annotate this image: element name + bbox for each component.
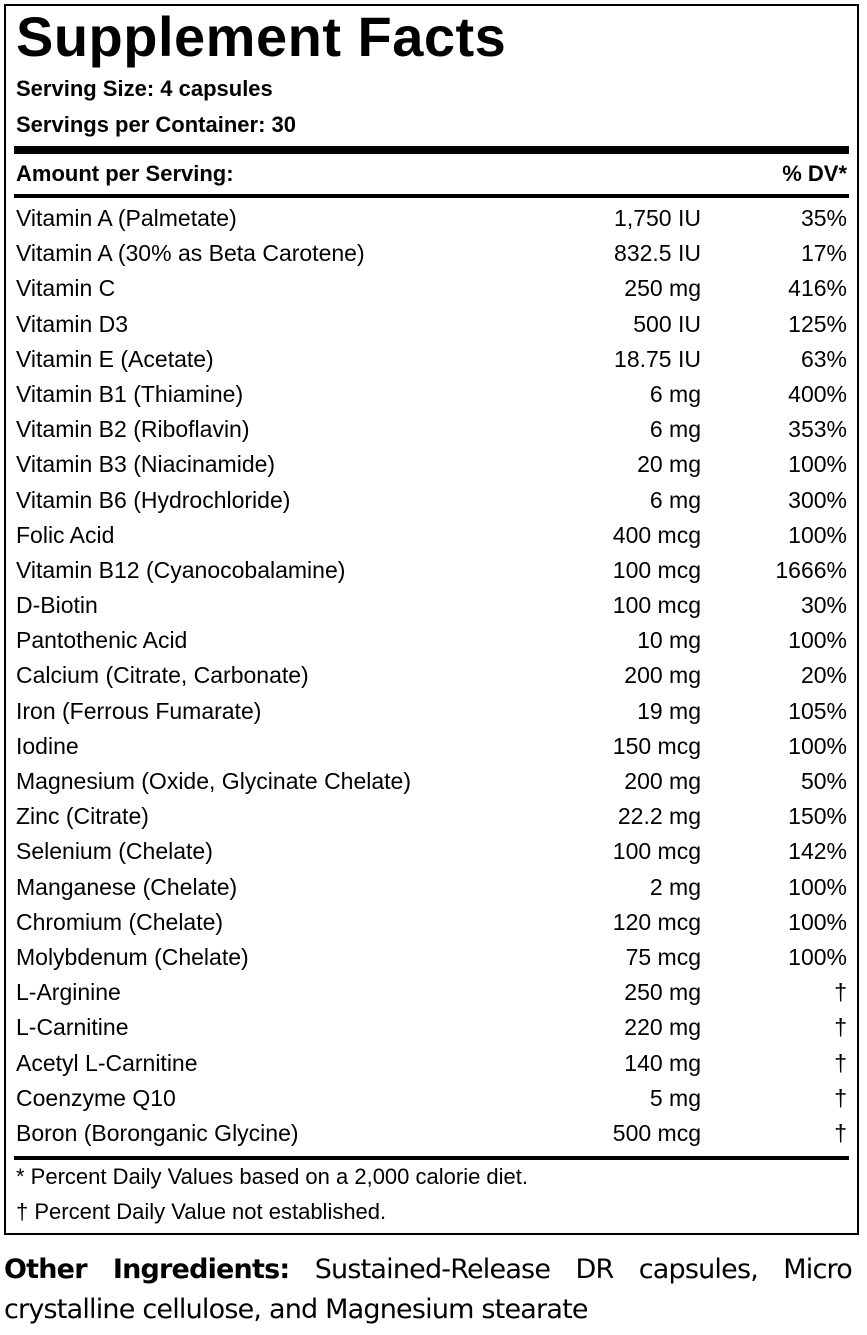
table-row bbox=[16, 553, 847, 588]
nutrient-name: Boron (Boronganic Glycine) bbox=[16, 1119, 299, 1146]
table-row bbox=[16, 1081, 847, 1116]
nutrient-amount: 6 mg bbox=[649, 380, 701, 407]
nutrient-name: Pantothenic Acid bbox=[16, 627, 188, 654]
other-ingredients-label: Other Ingredients: bbox=[4, 1254, 290, 1285]
nutrient-amount: 200 mg bbox=[624, 768, 701, 794]
header-divider bbox=[14, 194, 849, 198]
nutrient-name: Vitamin B1 (Thiamine) bbox=[16, 380, 244, 407]
nutrient-dv: 100% bbox=[788, 451, 847, 478]
nutrient-dv: † bbox=[834, 1084, 847, 1111]
table-row bbox=[16, 623, 847, 658]
table-header bbox=[16, 159, 847, 191]
panel-title: Supplement Facts bbox=[16, 5, 507, 68]
thick-divider bbox=[14, 146, 849, 154]
nutrient-dv: 100% bbox=[788, 732, 847, 759]
nutrient-name: Vitamin E (Acetate) bbox=[16, 345, 214, 372]
table-row bbox=[16, 483, 847, 518]
table-row bbox=[16, 870, 847, 905]
nutrient-dv: 20% bbox=[800, 662, 847, 689]
nutrient-amount: 18.75 IU bbox=[614, 345, 701, 372]
table-row bbox=[16, 834, 847, 869]
nutrient-name: Selenium (Chelate) bbox=[16, 838, 213, 865]
table-row bbox=[16, 271, 847, 306]
nutrient-name: Vitamin B12 (Cyanocobalamine) bbox=[16, 556, 346, 583]
nutrient-amount: 500 mcg bbox=[612, 1119, 701, 1146]
dv-label: % DV* bbox=[782, 161, 847, 186]
nutrient-dv: 416% bbox=[788, 275, 847, 302]
nutrient-name: L-Carnitine bbox=[16, 1014, 129, 1041]
nutrient-dv: 100% bbox=[788, 943, 847, 970]
nutrient-name: Vitamin B6 (Hydrochloride) bbox=[16, 486, 291, 513]
table-row bbox=[16, 377, 847, 412]
other-ingredients-text: Sustained-Release DR capsules, Micro crystalline cellulose, and Magnesium stearate bbox=[4, 1254, 852, 1325]
table-row bbox=[16, 236, 847, 271]
nutrient-amount: 400 mcg bbox=[612, 521, 701, 548]
nutrient-amount: 200 mg bbox=[624, 662, 701, 689]
nutrient-amount: 2 mg bbox=[649, 873, 701, 900]
nutrient-name: L-Arginine bbox=[16, 979, 121, 1006]
table-row bbox=[16, 658, 847, 693]
nutrient-dv: 35% bbox=[800, 205, 847, 231]
nutrient-name: Zinc (Citrate) bbox=[16, 803, 149, 830]
nutrient-name: Chromium (Chelate) bbox=[16, 908, 224, 935]
nutrient-amount: 100 mcg bbox=[612, 838, 701, 865]
table-row bbox=[16, 905, 847, 940]
nutrient-dv: 100% bbox=[788, 521, 847, 548]
table-row bbox=[16, 694, 847, 729]
nutrient-name: Folic Acid bbox=[16, 521, 115, 548]
nutrient-dv: 125% bbox=[788, 310, 847, 337]
nutrient-name: Iodine bbox=[16, 732, 79, 759]
nutrient-dv: 300% bbox=[788, 486, 847, 513]
nutrient-amount: 19 mg bbox=[637, 697, 701, 724]
table-row bbox=[16, 940, 847, 975]
nutrient-amount: 120 mcg bbox=[612, 908, 701, 935]
nutrient-amount: 10 mg bbox=[637, 627, 701, 654]
table-row bbox=[16, 201, 847, 236]
nutrient-name: Vitamin C bbox=[16, 275, 116, 302]
nutrient-amount: 140 mg bbox=[624, 1049, 701, 1076]
nutrient-amount: 500 IU bbox=[633, 310, 701, 337]
table-row bbox=[16, 588, 847, 623]
nutrient-amount: 100 mcg bbox=[612, 556, 701, 583]
nutrient-dv: 353% bbox=[788, 416, 847, 443]
nutrient-dv: 100% bbox=[788, 908, 847, 935]
nutrient-dv: 400% bbox=[788, 380, 847, 407]
nutrient-amount: 1,750 IU bbox=[614, 205, 701, 231]
nutrient-name: Molybdenum (Chelate) bbox=[16, 943, 249, 970]
nutrient-name: Calcium (Citrate, Carbonate) bbox=[16, 662, 309, 689]
table-row bbox=[16, 518, 847, 553]
nutrient-amount: 75 mcg bbox=[625, 943, 701, 970]
nutrient-list bbox=[16, 201, 847, 1151]
nutrient-name: Vitamin A (30% as Beta Carotene) bbox=[16, 240, 365, 267]
nutrient-name: D-Biotin bbox=[16, 592, 98, 619]
nutrient-amount: 832.5 IU bbox=[614, 240, 701, 267]
dagger-footnote: † Percent Daily Value not established. bbox=[16, 1199, 387, 1224]
nutrient-amount: 20 mg bbox=[637, 451, 701, 478]
table-row bbox=[16, 342, 847, 377]
nutrient-dv: 50% bbox=[800, 768, 847, 794]
nutrient-amount: 6 mg bbox=[649, 486, 701, 513]
nutrient-name: Vitamin A (Palmetate) bbox=[16, 205, 237, 231]
dv-footnote: * Percent Daily Values based on a 2,000 calorie diet. bbox=[16, 1164, 529, 1189]
table-row bbox=[16, 1116, 847, 1151]
nutrient-name: Vitamin B2 (Riboflavin) bbox=[16, 416, 250, 443]
table-row bbox=[16, 447, 847, 482]
nutrient-amount: 22.2 mg bbox=[617, 803, 701, 830]
nutrient-amount: 6 mg bbox=[649, 416, 701, 443]
nutrient-dv: 17% bbox=[800, 240, 847, 267]
nutrient-dv: 63% bbox=[800, 345, 847, 372]
nutrient-amount: 5 mg bbox=[649, 1084, 701, 1111]
nutrient-dv: † bbox=[834, 1119, 847, 1146]
nutrient-dv: † bbox=[834, 1049, 847, 1076]
nutrient-name: Magnesium (Oxide, Glycinate Chelate) bbox=[16, 768, 411, 794]
nutrient-dv: 105% bbox=[788, 697, 847, 724]
table-row bbox=[16, 729, 847, 764]
amount-per-serving-label: Amount per Serving: bbox=[16, 161, 234, 186]
nutrient-amount: 220 mg bbox=[624, 1014, 701, 1041]
nutrient-amount: 250 mg bbox=[624, 275, 701, 302]
table-row bbox=[16, 799, 847, 834]
nutrient-dv: 100% bbox=[788, 627, 847, 654]
nutrient-dv: † bbox=[834, 979, 847, 1006]
nutrient-dv: † bbox=[834, 1014, 847, 1041]
table-row bbox=[16, 975, 847, 1010]
nutrient-name: Manganese (Chelate) bbox=[16, 873, 238, 900]
table-row bbox=[16, 764, 847, 799]
table-row bbox=[16, 1046, 847, 1081]
nutrient-name: Iron (Ferrous Fumarate) bbox=[16, 697, 262, 724]
nutrient-name: Acetyl L-Carnitine bbox=[16, 1049, 198, 1076]
nutrient-amount: 250 mg bbox=[624, 979, 701, 1006]
nutrient-dv: 30% bbox=[800, 592, 847, 619]
nutrient-dv: 150% bbox=[788, 803, 847, 830]
nutrient-amount: 150 mcg bbox=[612, 732, 701, 759]
nutrient-amount: 100 mcg bbox=[612, 592, 701, 619]
nutrient-dv: 100% bbox=[788, 873, 847, 900]
servings-per-container: Servings per Container: 30 bbox=[16, 112, 296, 137]
table-row bbox=[16, 1010, 847, 1045]
nutrient-name: Vitamin B3 (Niacinamide) bbox=[16, 451, 276, 478]
nutrient-name: Vitamin D3 bbox=[16, 310, 129, 337]
table-row bbox=[16, 307, 847, 342]
serving-size: Serving Size: 4 capsules bbox=[16, 76, 273, 101]
nutrient-name: Coenzyme Q10 bbox=[16, 1084, 176, 1111]
nutrient-dv: 142% bbox=[788, 838, 847, 865]
supplement-facts-panel bbox=[4, 4, 859, 1235]
footer-divider bbox=[14, 1156, 849, 1160]
other-ingredients bbox=[4, 1250, 852, 1330]
nutrient-dv: 1666% bbox=[775, 556, 847, 583]
table-row bbox=[16, 412, 847, 447]
